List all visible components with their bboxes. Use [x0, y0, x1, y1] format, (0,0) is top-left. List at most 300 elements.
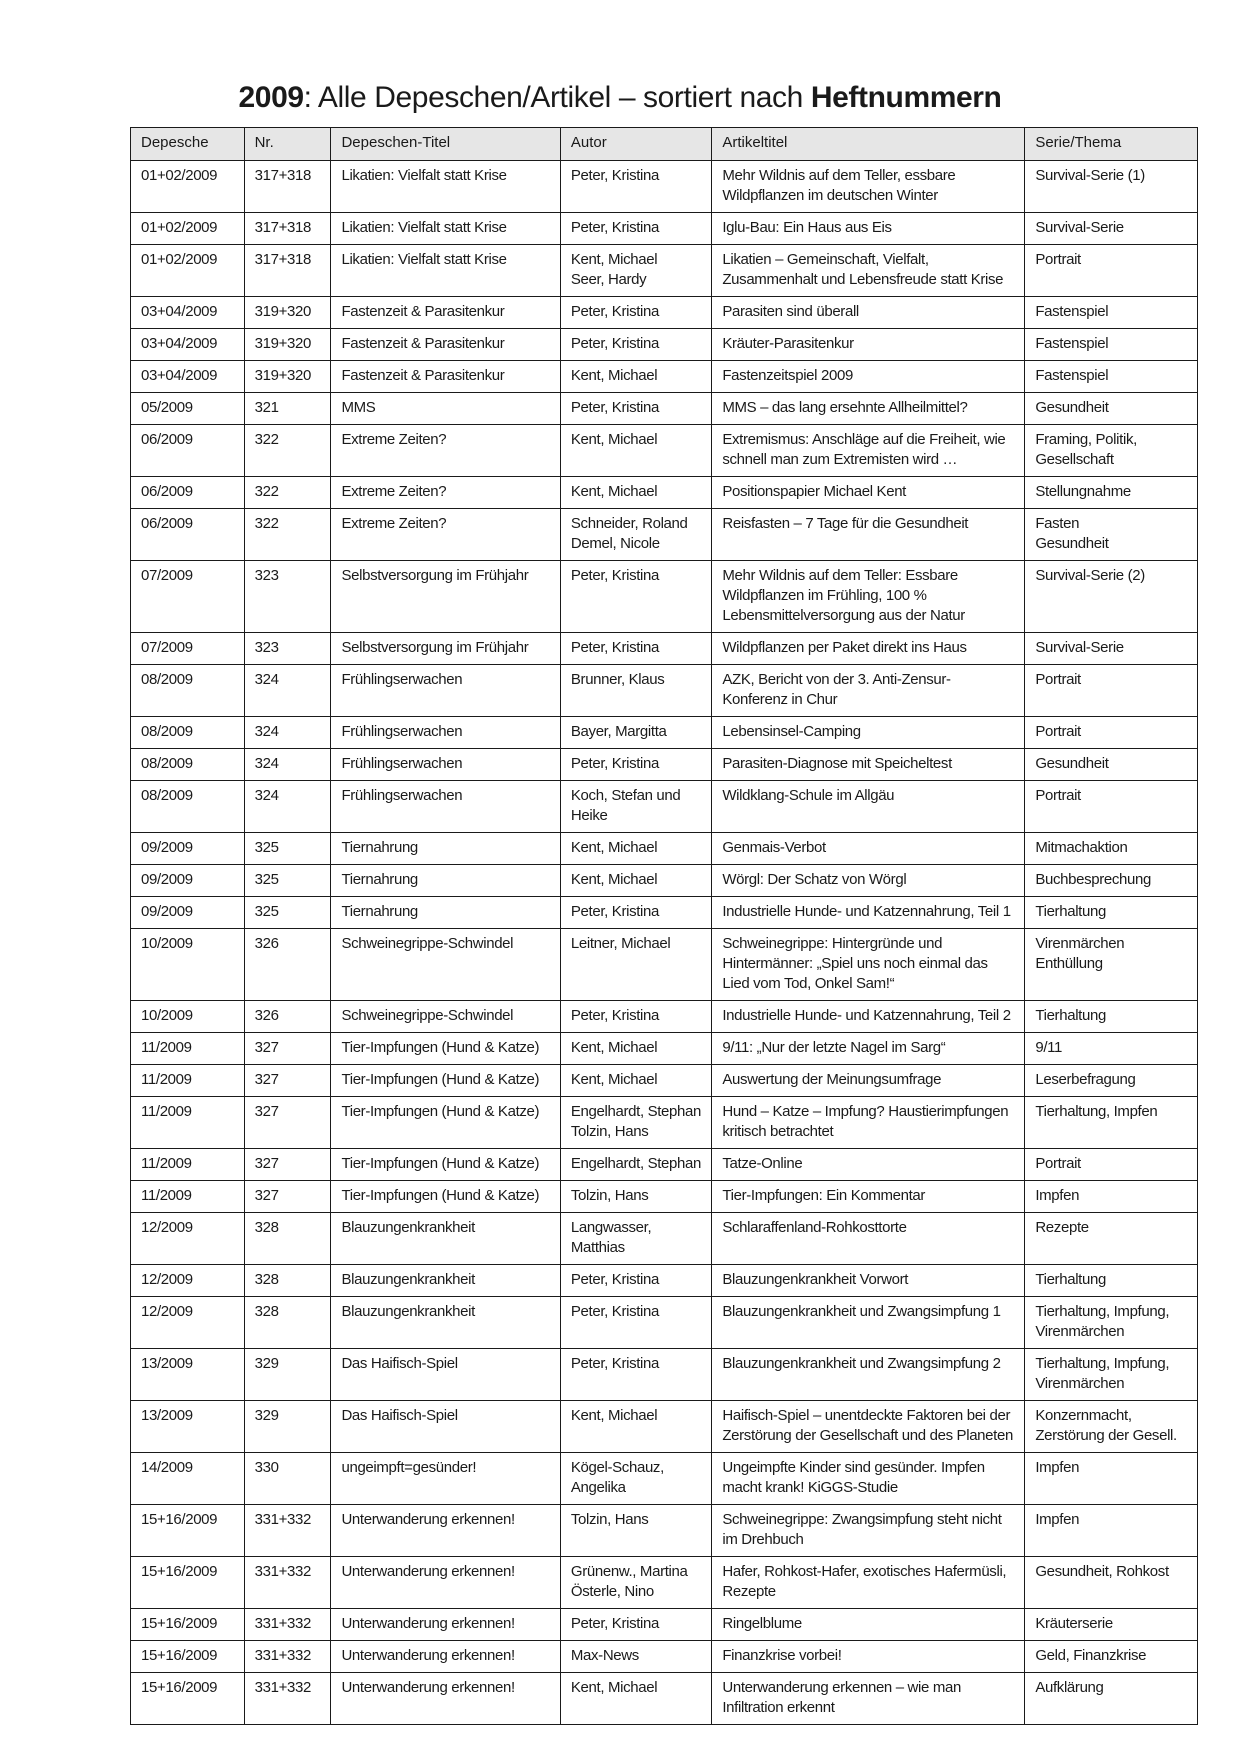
cell-autor: [560, 665, 711, 717]
cell-autor: [560, 213, 711, 245]
cell-text: 319+320: [254, 335, 311, 352]
cell-text: 325: [254, 871, 279, 888]
cell-depeschen-titel: [331, 213, 560, 245]
cell-depeschen-titel: [331, 1213, 560, 1265]
cell-serie-thema: [1025, 1641, 1198, 1673]
cell-text: Seer, Hardy: [570, 271, 647, 288]
cell-text: Blauzungenkrankheit: [341, 1271, 475, 1288]
cell-text: 330: [254, 1459, 279, 1476]
cell-autor: [560, 1213, 711, 1265]
cell-text: Frühlingserwachen: [341, 671, 463, 688]
cell-depesche: [131, 477, 245, 509]
cell-text: Virenmärchen: [1035, 1323, 1125, 1340]
cell-text: 08/2009: [141, 671, 193, 688]
table-row: [131, 1453, 1198, 1505]
cell-text: Langwasser,: [570, 1219, 652, 1236]
cell-text: macht krank! KiGGS-Studie: [722, 1479, 898, 1496]
table-row: [131, 665, 1198, 717]
cell-depeschen-titel: [331, 1673, 560, 1725]
cell-text: 10/2009: [141, 935, 193, 952]
column-header-nr: Nr.: [244, 128, 331, 161]
cell-depeschen-titel: [331, 1641, 560, 1673]
cell-text: Schneider, Roland: [570, 515, 688, 532]
table-row: [131, 561, 1198, 633]
cell-text: Unterwanderung erkennen – wie man: [722, 1679, 961, 1696]
cell-text: schnell man zum Extremisten wird …: [722, 451, 958, 468]
cell-artikeltitel: [712, 477, 1025, 509]
cell-nr: [244, 1265, 331, 1297]
cell-artikeltitel: [712, 1297, 1025, 1349]
table-row: [131, 781, 1198, 833]
cell-serie-thema: [1025, 1505, 1198, 1557]
cell-autor: [560, 633, 711, 665]
cell-text: 09/2009: [141, 903, 193, 920]
cell-text: Mitmachaktion: [1035, 839, 1128, 856]
cell-text: Kögel-Schauz,: [570, 1459, 664, 1476]
cell-text: 11/2009: [141, 1071, 192, 1088]
cell-depeschen-titel: [331, 1401, 560, 1453]
cell-text: Mehr Wildnis auf dem Teller: Essbare: [722, 567, 958, 584]
cell-text: Grünenw., Martina: [570, 1563, 688, 1580]
cell-nr: [244, 1149, 331, 1181]
cell-text: Hund – Katze – Impfung? Haustierimpfungen: [722, 1103, 1009, 1120]
cell-text: 324: [254, 671, 279, 688]
cell-nr: [244, 425, 331, 477]
cell-text: Peter, Kristina: [570, 1303, 660, 1320]
cell-serie-thema: [1025, 633, 1198, 665]
cell-nr: [244, 749, 331, 781]
cell-nr: [244, 1349, 331, 1401]
cell-depeschen-titel: [331, 1557, 560, 1609]
cell-artikeltitel: [712, 297, 1025, 329]
cell-depeschen-titel: [331, 1001, 560, 1033]
cell-text: Unterwanderung erkennen!: [341, 1615, 515, 1632]
cell-text: Fastenspiel: [1035, 303, 1109, 320]
cell-text: Wildklang-Schule im Allgäu: [722, 787, 895, 804]
cell-depesche: [131, 509, 245, 561]
cell-text: Kent, Michael: [570, 483, 658, 500]
table-row: [131, 1349, 1198, 1401]
cell-text: Fastenzeit & Parasitenkur: [341, 303, 505, 320]
table-row: [131, 297, 1198, 329]
cell-nr: [244, 897, 331, 929]
cell-depeschen-titel: [331, 425, 560, 477]
cell-serie-thema: [1025, 1297, 1198, 1349]
cell-text: 09/2009: [141, 839, 193, 856]
cell-text: 05/2009: [141, 399, 193, 416]
cell-text: Impfen: [1035, 1187, 1080, 1204]
cell-serie-thema: [1025, 1149, 1198, 1181]
cell-depesche: [131, 717, 245, 749]
cell-text: Tier-Impfungen (Hund & Katze): [341, 1039, 540, 1056]
cell-text: Impfen: [1035, 1511, 1080, 1528]
cell-depeschen-titel: [331, 1609, 560, 1641]
cell-nr: [244, 1001, 331, 1033]
cell-text: 08/2009: [141, 787, 193, 804]
cell-nr: [244, 865, 331, 897]
cell-depeschen-titel: [331, 161, 560, 213]
cell-text: 325: [254, 839, 279, 856]
cell-autor: [560, 393, 711, 425]
cell-text: Fastenzeit & Parasitenkur: [341, 335, 505, 352]
cell-text: 12/2009: [141, 1271, 193, 1288]
cell-text: Fasten: [1035, 515, 1080, 532]
cell-autor: [560, 717, 711, 749]
cell-serie-thema: [1025, 1181, 1198, 1213]
cell-text: Genmais-Verbot: [722, 839, 826, 856]
cell-depesche: [131, 1033, 245, 1065]
cell-text: 317+318: [254, 219, 311, 236]
cell-text: Tiernahrung: [341, 871, 418, 888]
cell-text: 328: [254, 1219, 279, 1236]
cell-nr: [244, 1065, 331, 1097]
cell-text: 06/2009: [141, 483, 193, 500]
cell-text: Tolzin, Hans: [570, 1511, 649, 1528]
table-row: [131, 1505, 1198, 1557]
cell-depesche: [131, 1401, 245, 1453]
table-row: [131, 1149, 1198, 1181]
cell-depesche: [131, 1673, 245, 1725]
cell-text: Zerstörung der Gesellschaft und des Planeten: [722, 1427, 1013, 1444]
cell-text: 09/2009: [141, 871, 193, 888]
table-row: [131, 1557, 1198, 1609]
cell-text: Leserbefragung: [1035, 1071, 1136, 1088]
cell-autor: [560, 833, 711, 865]
cell-depesche: [131, 329, 245, 361]
cell-text: Tierhaltung, Impfen: [1035, 1103, 1158, 1120]
cell-text: 327: [254, 1039, 279, 1056]
cell-text: Blauzungenkrankheit: [341, 1219, 475, 1236]
cell-text: Framing, Politik,: [1035, 431, 1137, 448]
cell-text: 01+02/2009: [141, 219, 218, 236]
cell-nr: [244, 833, 331, 865]
cell-text: Auswertung der Meinungsumfrage: [722, 1071, 942, 1088]
cell-autor: [560, 1401, 711, 1453]
cell-serie-thema: [1025, 1065, 1198, 1097]
cell-autor: [560, 1149, 711, 1181]
articles-table: [130, 127, 1198, 1725]
cell-nr: [244, 1673, 331, 1725]
cell-artikeltitel: [712, 1557, 1025, 1609]
cell-text: 328: [254, 1271, 279, 1288]
cell-text: Fastenzeit & Parasitenkur: [341, 367, 505, 384]
cell-text: Peter, Kristina: [570, 755, 660, 772]
cell-depeschen-titel: [331, 329, 560, 361]
cell-depesche: [131, 393, 245, 425]
cell-autor: [560, 749, 711, 781]
cell-serie-thema: [1025, 1001, 1198, 1033]
cell-depesche: [131, 1557, 245, 1609]
cell-text: Leitner, Michael: [570, 935, 671, 952]
cell-text: Extreme Zeiten?: [341, 515, 447, 532]
table-row: [131, 1213, 1198, 1265]
cell-text: 324: [254, 787, 279, 804]
cell-nr: [244, 781, 331, 833]
cell-artikeltitel: [712, 1149, 1025, 1181]
cell-depesche: [131, 1505, 245, 1557]
cell-text: 15+16/2009: [141, 1679, 218, 1696]
cell-nr: [244, 561, 331, 633]
cell-depesche: [131, 161, 245, 213]
cell-artikeltitel: [712, 781, 1025, 833]
cell-artikeltitel: [712, 929, 1025, 1001]
cell-autor: [560, 865, 711, 897]
cell-text: Tiernahrung: [341, 903, 418, 920]
cell-autor: [560, 361, 711, 393]
cell-serie-thema: [1025, 1401, 1198, 1453]
cell-text: 321: [254, 399, 279, 416]
cell-serie-thema: [1025, 1453, 1198, 1505]
cell-depeschen-titel: [331, 1181, 560, 1213]
cell-serie-thema: [1025, 425, 1198, 477]
cell-text: Fastenzeitspiel 2009: [722, 367, 853, 384]
table-row: [131, 717, 1198, 749]
cell-text: Max-News: [570, 1647, 639, 1664]
cell-text: 11/2009: [141, 1155, 192, 1172]
cell-depesche: [131, 1097, 245, 1149]
cell-text: Reisfasten – 7 Tage für die Gesundheit: [722, 515, 969, 532]
cell-text: 331+332: [254, 1511, 311, 1528]
cell-text: Fastenspiel: [1035, 367, 1109, 384]
column-header-artikeltitel: Artikeltitel: [712, 128, 1025, 161]
cell-autor: [560, 1349, 711, 1401]
cell-text: Mehr Wildnis auf dem Teller, essbare: [722, 167, 956, 184]
cell-text: Peter, Kristina: [570, 1355, 660, 1372]
cell-nr: [244, 1453, 331, 1505]
cell-serie-thema: [1025, 833, 1198, 865]
cell-serie-thema: [1025, 361, 1198, 393]
cell-text: 331+332: [254, 1615, 311, 1632]
cell-autor: [560, 1097, 711, 1149]
cell-serie-thema: [1025, 865, 1198, 897]
cell-autor: [560, 781, 711, 833]
table-row: [131, 509, 1198, 561]
cell-text: Portrait: [1035, 723, 1081, 740]
cell-autor: [560, 477, 711, 509]
cell-serie-thema: [1025, 509, 1198, 561]
cell-text: Haifisch-Spiel – unentdeckte Faktoren bei der: [722, 1407, 1011, 1424]
cell-serie-thema: [1025, 749, 1198, 781]
cell-text: Portrait: [1035, 251, 1081, 268]
cell-text: Angelika: [570, 1479, 626, 1496]
cell-text: Infiltration erkennt: [722, 1699, 835, 1716]
cell-nr: [244, 393, 331, 425]
cell-text: Bayer, Margitta: [570, 723, 667, 740]
cell-text: 08/2009: [141, 755, 193, 772]
cell-serie-thema: [1025, 1349, 1198, 1401]
cell-text: Kräuterserie: [1035, 1615, 1113, 1632]
cell-depesche: [131, 1349, 245, 1401]
cell-artikeltitel: [712, 1453, 1025, 1505]
cell-artikeltitel: [712, 329, 1025, 361]
cell-serie-thema: [1025, 929, 1198, 1001]
table-row: [131, 425, 1198, 477]
cell-depesche: [131, 361, 245, 393]
cell-text: Industrielle Hunde- und Katzennahrung, Teil 2: [722, 1007, 1011, 1024]
cell-depesche: [131, 1609, 245, 1641]
cell-depeschen-titel: [331, 929, 560, 1001]
cell-serie-thema: [1025, 329, 1198, 361]
cell-artikeltitel: [712, 425, 1025, 477]
cell-depeschen-titel: [331, 633, 560, 665]
cell-text: Tier-Impfungen: Ein Kommentar: [722, 1187, 926, 1204]
cell-nr: [244, 1641, 331, 1673]
cell-nr: [244, 1557, 331, 1609]
cell-text: 15+16/2009: [141, 1563, 218, 1580]
table-row: [131, 1001, 1198, 1033]
table-row: [131, 1401, 1198, 1453]
cell-artikeltitel: [712, 1001, 1025, 1033]
cell-autor: [560, 161, 711, 213]
cell-text: Engelhardt, Stephan: [570, 1155, 702, 1172]
cell-text: Likatien – Gemeinschaft, Vielfalt,: [722, 251, 929, 268]
table-row: [131, 833, 1198, 865]
cell-depesche: [131, 1453, 245, 1505]
cell-text: Ungeimpfte Kinder sind gesünder. Impfen: [722, 1459, 985, 1476]
cell-text: Buchbesprechung: [1035, 871, 1152, 888]
cell-depeschen-titel: [331, 1453, 560, 1505]
cell-text: Tier-Impfungen (Hund & Katze): [341, 1155, 540, 1172]
cell-serie-thema: [1025, 1213, 1198, 1265]
cell-text: Kent, Michael: [570, 1679, 658, 1696]
cell-text: AZK, Bericht von der 3. Anti-Zensur-: [722, 671, 951, 688]
cell-text: 326: [254, 1007, 279, 1024]
table-row: [131, 865, 1198, 897]
cell-text: Tatze-Online: [722, 1155, 803, 1172]
cell-text: 317+318: [254, 251, 311, 268]
cell-text: Heike: [570, 807, 608, 824]
cell-text: 322: [254, 431, 279, 448]
cell-autor: [560, 1065, 711, 1097]
cell-text: 329: [254, 1407, 279, 1424]
cell-text: Tiernahrung: [341, 839, 418, 856]
cell-text: Gesellschaft: [1035, 451, 1114, 468]
cell-autor: [560, 1609, 711, 1641]
cell-text: Gesundheit: [1035, 755, 1109, 772]
cell-depesche: [131, 1641, 245, 1673]
cell-text: Peter, Kristina: [570, 303, 660, 320]
cell-depeschen-titel: [331, 1349, 560, 1401]
table-row: [131, 749, 1198, 781]
cell-text: Kent, Michael: [570, 251, 658, 268]
title-year: 2009: [238, 81, 304, 115]
cell-text: Das Haifisch-Spiel: [341, 1355, 458, 1372]
table-row: [131, 161, 1198, 213]
cell-text: 322: [254, 483, 279, 500]
cell-text: 14/2009: [141, 1459, 193, 1476]
cell-serie-thema: [1025, 161, 1198, 213]
cell-text: Peter, Kristina: [570, 567, 660, 584]
cell-text: Peter, Kristina: [570, 399, 660, 416]
cell-text: 319+320: [254, 367, 311, 384]
cell-text: Engelhardt, Stephan: [570, 1103, 702, 1120]
page-title: [0, 78, 1240, 118]
cell-autor: [560, 1265, 711, 1297]
cell-text: Peter, Kristina: [570, 219, 660, 236]
cell-text: ungeimpft=gesünder!: [341, 1459, 477, 1476]
title-middle: : Alle Depeschen/Artikel – sortiert nach: [303, 81, 811, 115]
table-row: [131, 1673, 1198, 1725]
table-row: [131, 1181, 1198, 1213]
cell-text: 10/2009: [141, 1007, 193, 1024]
cell-autor: [560, 1673, 711, 1725]
cell-text: 11/2009: [141, 1187, 192, 1204]
cell-depesche: [131, 297, 245, 329]
cell-text: 325: [254, 903, 279, 920]
cell-text: Extreme Zeiten?: [341, 431, 447, 448]
cell-nr: [244, 1033, 331, 1065]
cell-depeschen-titel: [331, 749, 560, 781]
cell-nr: [244, 245, 331, 297]
cell-text: 328: [254, 1303, 279, 1320]
cell-depesche: [131, 833, 245, 865]
cell-text: Kräuter-Parasitenkur: [722, 335, 854, 352]
cell-text: 327: [254, 1155, 279, 1172]
cell-artikeltitel: [712, 1349, 1025, 1401]
cell-text: Konferenz in Chur: [722, 691, 838, 708]
cell-nr: [244, 665, 331, 717]
cell-text: 13/2009: [141, 1355, 193, 1372]
cell-text: Lebensmittelversorgung aus der Natur: [722, 607, 965, 624]
cell-text: Tierhaltung: [1035, 1271, 1106, 1288]
cell-autor: [560, 297, 711, 329]
cell-text: Extremismus: Anschläge auf die Freiheit, wie: [722, 431, 1006, 448]
cell-autor: [560, 561, 711, 633]
cell-text: 327: [254, 1187, 279, 1204]
cell-text: 03+04/2009: [141, 367, 218, 384]
cell-nr: [244, 1097, 331, 1149]
table-body: [131, 161, 1198, 1725]
cell-text: Fastenspiel: [1035, 335, 1109, 352]
table-row: [131, 477, 1198, 509]
cell-text: MMS – das lang ersehnte Allheilmittel?: [722, 399, 968, 416]
cell-serie-thema: [1025, 297, 1198, 329]
cell-text: Industrielle Hunde- und Katzennahrung, Teil 1: [722, 903, 1011, 920]
cell-text: 03+04/2009: [141, 335, 218, 352]
cell-autor: [560, 929, 711, 1001]
cell-artikeltitel: [712, 1213, 1025, 1265]
cell-text: Selbstversorgung im Frühjahr: [341, 567, 529, 584]
table-row: [131, 897, 1198, 929]
cell-text: Tierhaltung, Impfung,: [1035, 1303, 1170, 1320]
cell-autor: [560, 1033, 711, 1065]
table-row: [131, 329, 1198, 361]
cell-text: 317+318: [254, 167, 311, 184]
cell-depesche: [131, 665, 245, 717]
table-row: [131, 929, 1198, 1001]
cell-text: 329: [254, 1355, 279, 1372]
table-row: [131, 213, 1198, 245]
cell-text: 12/2009: [141, 1303, 193, 1320]
cell-text: Koch, Stefan und: [570, 787, 681, 804]
cell-text: Portrait: [1035, 671, 1081, 688]
cell-artikeltitel: [712, 833, 1025, 865]
cell-text: 331+332: [254, 1563, 311, 1580]
column-header-autor: Autor: [560, 128, 711, 161]
cell-serie-thema: [1025, 477, 1198, 509]
cell-serie-thema: [1025, 1097, 1198, 1149]
cell-artikeltitel: [712, 361, 1025, 393]
table-row: [131, 1265, 1198, 1297]
cell-text: Parasiten sind überall: [722, 303, 859, 320]
cell-text: Kent, Michael: [570, 839, 658, 856]
cell-depesche: [131, 1065, 245, 1097]
cell-text: Virenmärchen: [1035, 935, 1125, 952]
cell-depesche: [131, 1181, 245, 1213]
cell-nr: [244, 361, 331, 393]
cell-nr: [244, 1609, 331, 1641]
cell-artikeltitel: [712, 1401, 1025, 1453]
